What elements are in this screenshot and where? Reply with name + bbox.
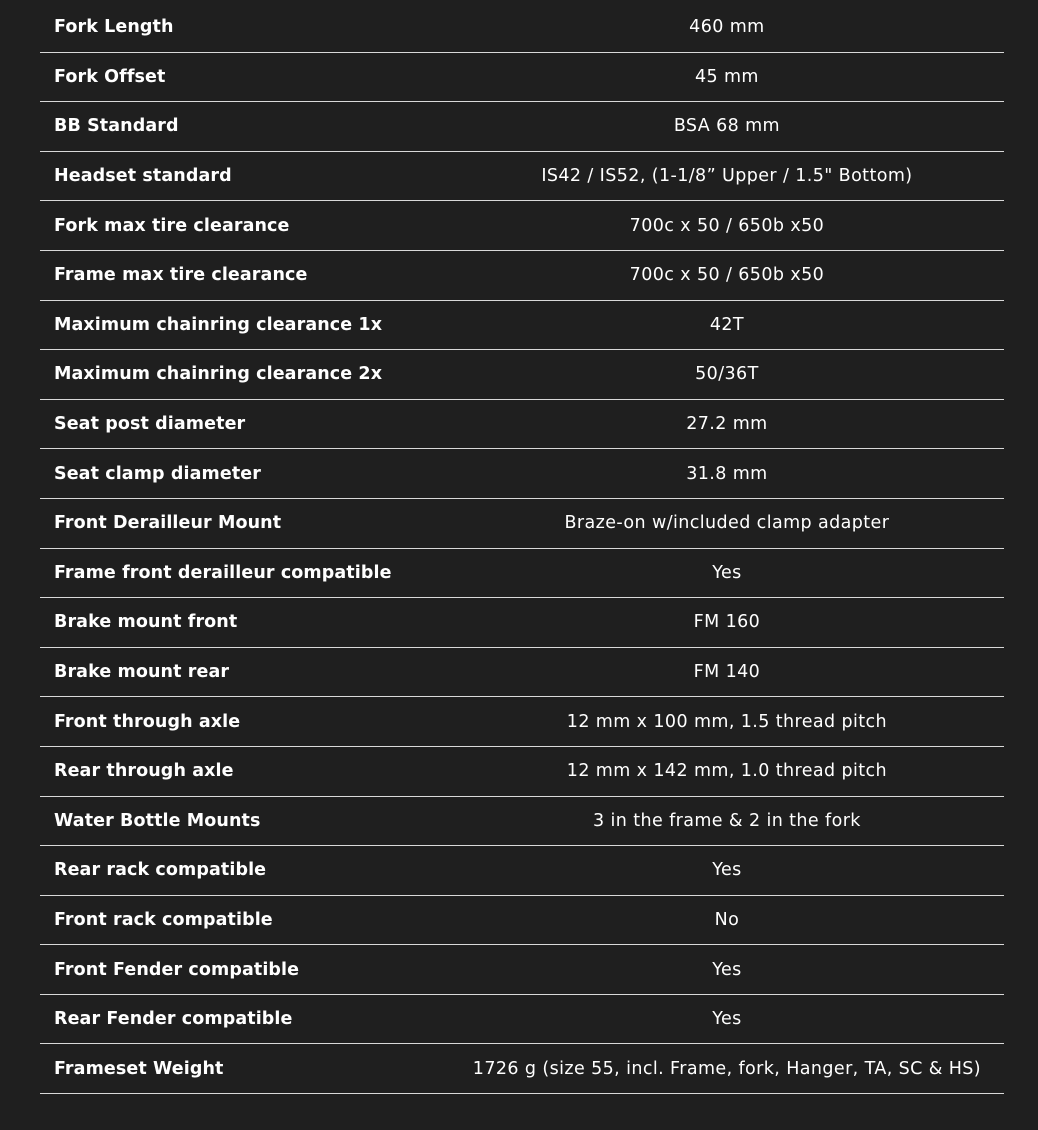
spec-label: Front Derailleur Mount (54, 513, 282, 534)
spec-label: Front through axle (54, 711, 241, 732)
spec-value: 42T (709, 314, 744, 335)
spec-value: 12 mm x 142 mm, 1.0 thread pitch (566, 761, 888, 782)
spec-value: No (714, 909, 740, 930)
table-row (40, 995, 1004, 1045)
table-row (40, 598, 1004, 648)
spec-label: Front Fender compatible (54, 959, 300, 980)
table-row (40, 499, 1004, 549)
table-row (40, 549, 1004, 599)
table-row (40, 102, 1004, 152)
spec-value: Braze-on w/included clamp adapter (564, 513, 890, 534)
table-row (40, 697, 1004, 747)
spec-value: 700c x 50 / 650b x50 (629, 215, 825, 236)
spec-label: Rear Fender compatible (54, 1009, 293, 1030)
table-row (40, 3, 1004, 53)
table-row (40, 152, 1004, 202)
table-row (40, 201, 1004, 251)
spec-label: Brake mount rear (54, 662, 230, 683)
spec-value: 45 mm (694, 66, 759, 87)
spec-value: 3 in the frame & 2 in the fork (592, 810, 861, 831)
spec-value: FM 160 (693, 612, 761, 633)
table-row (40, 846, 1004, 896)
table-row (40, 53, 1004, 103)
spec-value: 50/36T (695, 364, 759, 385)
spec-label: Rear rack compatible (54, 860, 267, 881)
spec-label: Front rack compatible (54, 909, 273, 930)
spec-label: Fork Length (54, 17, 174, 38)
spec-value: IS42 / IS52, (1-1/8” Upper / 1.5" Bottom) (541, 166, 913, 187)
spec-table (40, 3, 1004, 1094)
spec-value: Yes (712, 1009, 742, 1030)
spec-value: 700c x 50 / 650b x50 (629, 265, 825, 286)
table-row (40, 1044, 1004, 1094)
table-row (40, 747, 1004, 797)
spec-value: FM 140 (693, 662, 761, 683)
table-row (40, 648, 1004, 698)
table-row (40, 400, 1004, 450)
spec-value: Yes (712, 562, 742, 583)
table-row (40, 896, 1004, 946)
spec-label: Fork Offset (54, 66, 166, 87)
spec-value: Yes (712, 860, 742, 881)
spec-value: BSA 68 mm (673, 116, 781, 137)
spec-label: Headset standard (54, 166, 232, 187)
table-row (40, 251, 1004, 301)
spec-label: Seat post diameter (54, 414, 246, 435)
spec-value: 27.2 mm (686, 414, 768, 435)
spec-value: 1726 g (size 55, incl. Frame, fork, Hanger, TA, SC & HS) (472, 1058, 982, 1079)
spec-label: Maximum chainring clearance 2x (54, 364, 383, 385)
table-row (40, 449, 1004, 499)
spec-value: 12 mm x 100 mm, 1.5 thread pitch (566, 711, 888, 732)
table-row (40, 797, 1004, 847)
spec-label: Fork max tire clearance (54, 215, 290, 236)
spec-label: Rear through axle (54, 761, 234, 782)
spec-label: Brake mount front (54, 612, 238, 633)
spec-value: 31.8 mm (686, 463, 768, 484)
spec-label: Frameset Weight (54, 1058, 224, 1079)
table-row (40, 301, 1004, 351)
spec-label: Water Bottle Mounts (54, 810, 261, 831)
spec-label: BB Standard (54, 116, 179, 137)
spec-label: Seat clamp diameter (54, 463, 261, 484)
spec-label: Maximum chainring clearance 1x (54, 314, 383, 335)
table-row (40, 350, 1004, 400)
spec-value: Yes (712, 959, 742, 980)
spec-label: Frame front derailleur compatible (54, 562, 392, 583)
spec-value: 460 mm (689, 17, 765, 38)
spec-label: Frame max tire clearance (54, 265, 308, 286)
table-row (40, 945, 1004, 995)
